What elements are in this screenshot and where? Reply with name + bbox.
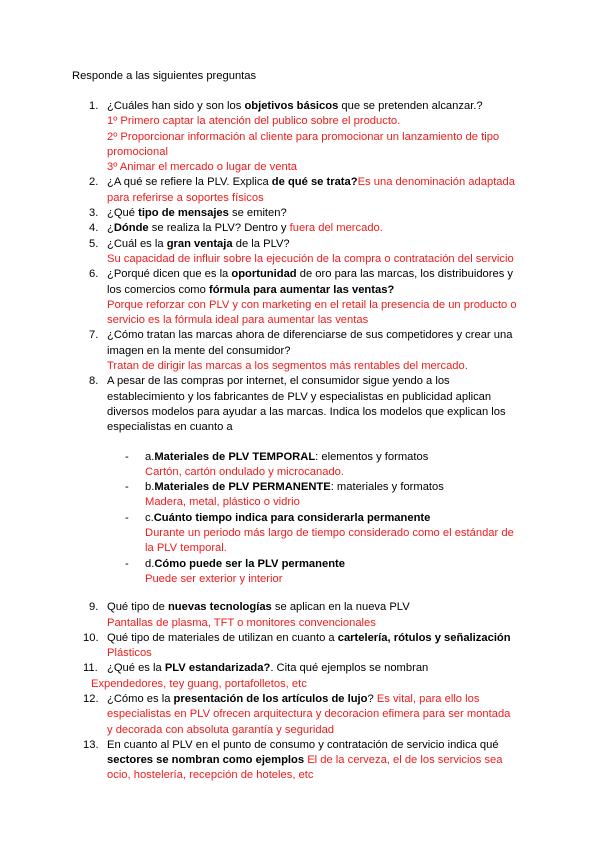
question-number: 8. xyxy=(89,375,99,388)
answer-line: Tratan de dirigir las marcas a los segmentos más rentables del mercado. xyxy=(107,360,468,373)
question-text: A pesar de las compras por internet, el consumidor sigue yendo a los establecimiento y los fabricantes de PLV y especialistas en publicidad aplican diversos modelos para ayudar a las marcas. Indica los modelos que explican los especialistas en cuanto a xyxy=(107,375,506,434)
question-keyword: tipo de mensajes xyxy=(138,207,229,220)
question-text: ¿Cuáles han sido y son los xyxy=(107,100,245,112)
question-7 xyxy=(0,328,518,374)
question-number: 9. xyxy=(89,601,99,614)
question-keyword: oportunidad xyxy=(231,268,297,281)
question-11 xyxy=(0,661,518,692)
answer-line: Puede ser exterior y interior xyxy=(145,572,283,585)
question-keyword: de qué se trata? xyxy=(271,176,358,189)
answer-line: Cartón, cartón ondulado y microcanado. xyxy=(145,465,345,478)
question-text: ? xyxy=(367,692,377,705)
answer-line: 1º Primero captar la atención del publico sobre el producto. xyxy=(107,115,401,128)
question-number: 2. xyxy=(89,176,99,189)
bullet-dash: - xyxy=(125,557,129,570)
question-keyword: cartelería, rótulos y señalización xyxy=(337,631,511,644)
question-text: ¿Cómo tratan las marcas ahora de diferenciarse de sus competidores y crear una imagen en la mente del consumidor? xyxy=(107,329,513,357)
answer-inline: fuera del mercado. xyxy=(289,222,383,235)
question-list xyxy=(0,99,600,784)
answer-line: Porque reforzar con PLV y con marketing en el retail la presencia de un producto o servicio es la fórmula ideal para aumentar las ventas xyxy=(107,298,517,327)
sub-item-c xyxy=(0,511,523,557)
question-2 xyxy=(0,175,518,206)
question-number: 13. xyxy=(83,738,99,751)
sub-item-a xyxy=(0,450,523,481)
sub-keyword: Cuánto tiempo indica para considerarla permanente xyxy=(153,511,431,524)
question-number: 4. xyxy=(89,222,99,235)
question-text: que se pretenden alcanzar.? xyxy=(338,100,483,112)
answer-line: Expendedores, tey guang, portafolletos, etc xyxy=(91,677,307,690)
answer-line: 3º Animar el mercado o lugar de venta xyxy=(107,161,298,174)
question-text: ¿Cómo es la xyxy=(107,692,174,705)
question-6 xyxy=(0,267,518,328)
question-number: 1. xyxy=(89,100,99,112)
question-keyword: objetivos básicos xyxy=(244,100,339,112)
question-text: Qué tipo de materiales de utilizan en cuanto a xyxy=(107,631,338,644)
sub-label: c. xyxy=(145,511,154,524)
bullet-dash: - xyxy=(125,450,129,463)
answer-line: Plásticos xyxy=(107,647,152,660)
answer-line: 2º Proporcionar información al cliente para promocionar un lanzamiento de tipo promocional xyxy=(107,130,500,158)
question-text: ¿Porqué dicen que es la xyxy=(107,268,232,281)
question-12 xyxy=(0,692,518,738)
question-keyword: Dónde xyxy=(113,222,149,235)
sub-item-b xyxy=(0,480,523,511)
question-keyword: fórmula para aumentar las ventas? xyxy=(208,283,395,296)
sub-label: b. xyxy=(145,481,155,494)
question-number: 7. xyxy=(89,329,99,342)
answer-inline: Es una denominación adaptada para referirse a soportes físicos xyxy=(107,176,515,204)
question-number: 10. xyxy=(83,631,99,644)
question-8 xyxy=(0,374,518,435)
answer-line: Madera, metal, plástico o vidrio xyxy=(145,496,300,509)
page-heading: Responde a las siguientes preguntas xyxy=(72,70,257,82)
question-number: 3. xyxy=(89,207,99,220)
question-3 xyxy=(0,206,518,221)
question-10 xyxy=(0,631,518,662)
question-text: . Cita qué ejemplos se nombran xyxy=(270,662,429,675)
question-keyword: presentación de los artículos de lujo xyxy=(173,692,368,705)
answer-line: Su capacidad de influir sobre la ejecución de la compra o contratación del servicio xyxy=(107,252,514,265)
question-5 xyxy=(0,237,518,268)
question-4 xyxy=(0,221,518,236)
answer-inline: El de la cerveza, el de los servicios sea ocio, hostelería, recepción de hoteles, etc xyxy=(107,754,503,782)
bullet-dash: - xyxy=(125,511,129,524)
sub-keyword: Materiales de PLV PERMANENTE xyxy=(154,481,331,494)
answer-line: Durante un periodo más largo de tiempo considerado como el estándar de la PLV temporal. xyxy=(145,527,514,555)
question-text: ¿ xyxy=(107,222,114,235)
question-text: ¿A qué se refiere la PLV. Explica xyxy=(107,176,272,189)
answer-inline: Es vital, para ello los especialistas en PLV ofrecen arquitectura y decoracion efimera para ser montada y decorada con absoluta garantía y seguridad xyxy=(107,692,511,736)
question-keyword: gran ventaja xyxy=(166,237,233,250)
question-text: de oro para las marcas, los distribuidores y los comercios como xyxy=(107,268,514,296)
sub-keyword: Materiales de PLV TEMPORAL xyxy=(154,450,316,463)
question-text: de la PLV? xyxy=(232,237,290,250)
question-text: En cuanto al PLV en el punto de consumo y contratación de servicio indica qué xyxy=(107,738,499,751)
sub-label: d. xyxy=(145,557,155,570)
question-keyword: sectores se nombran como ejemplos xyxy=(107,754,305,767)
question-number: 12. xyxy=(83,692,99,705)
question-number: 6. xyxy=(89,268,99,281)
sub-text: : elementos y formatos xyxy=(315,450,429,463)
question-1 xyxy=(0,99,518,175)
question-number: 11. xyxy=(83,662,98,675)
question-text: se emiten? xyxy=(228,207,287,220)
question-text: ¿Cuál es la xyxy=(107,237,167,250)
sub-keyword: Cómo puede ser la PLV permanente xyxy=(154,557,345,570)
sub-text: : materiales y formatos xyxy=(330,481,444,494)
question-13 xyxy=(0,738,518,784)
question-text: se aplican en la nueva PLV xyxy=(271,601,410,614)
question-text: ¿Qué xyxy=(107,207,139,220)
question-number: 5. xyxy=(89,237,99,250)
question-text: ¿Qué es la xyxy=(107,662,165,675)
sub-label: a. xyxy=(145,450,155,463)
sub-item-d xyxy=(0,557,523,588)
question-keyword: PLV estandarizada? xyxy=(164,662,271,675)
question-9 xyxy=(0,600,518,631)
question-text: Qué tipo de xyxy=(107,601,168,614)
bullet-dash: - xyxy=(125,481,129,494)
question-text: se realiza la PLV? Dentro y xyxy=(148,222,290,235)
question-keyword: nuevas tecnologías xyxy=(167,601,272,614)
answer-line: Pantallas de plasma, TFT o monitores convencionales xyxy=(107,616,376,629)
